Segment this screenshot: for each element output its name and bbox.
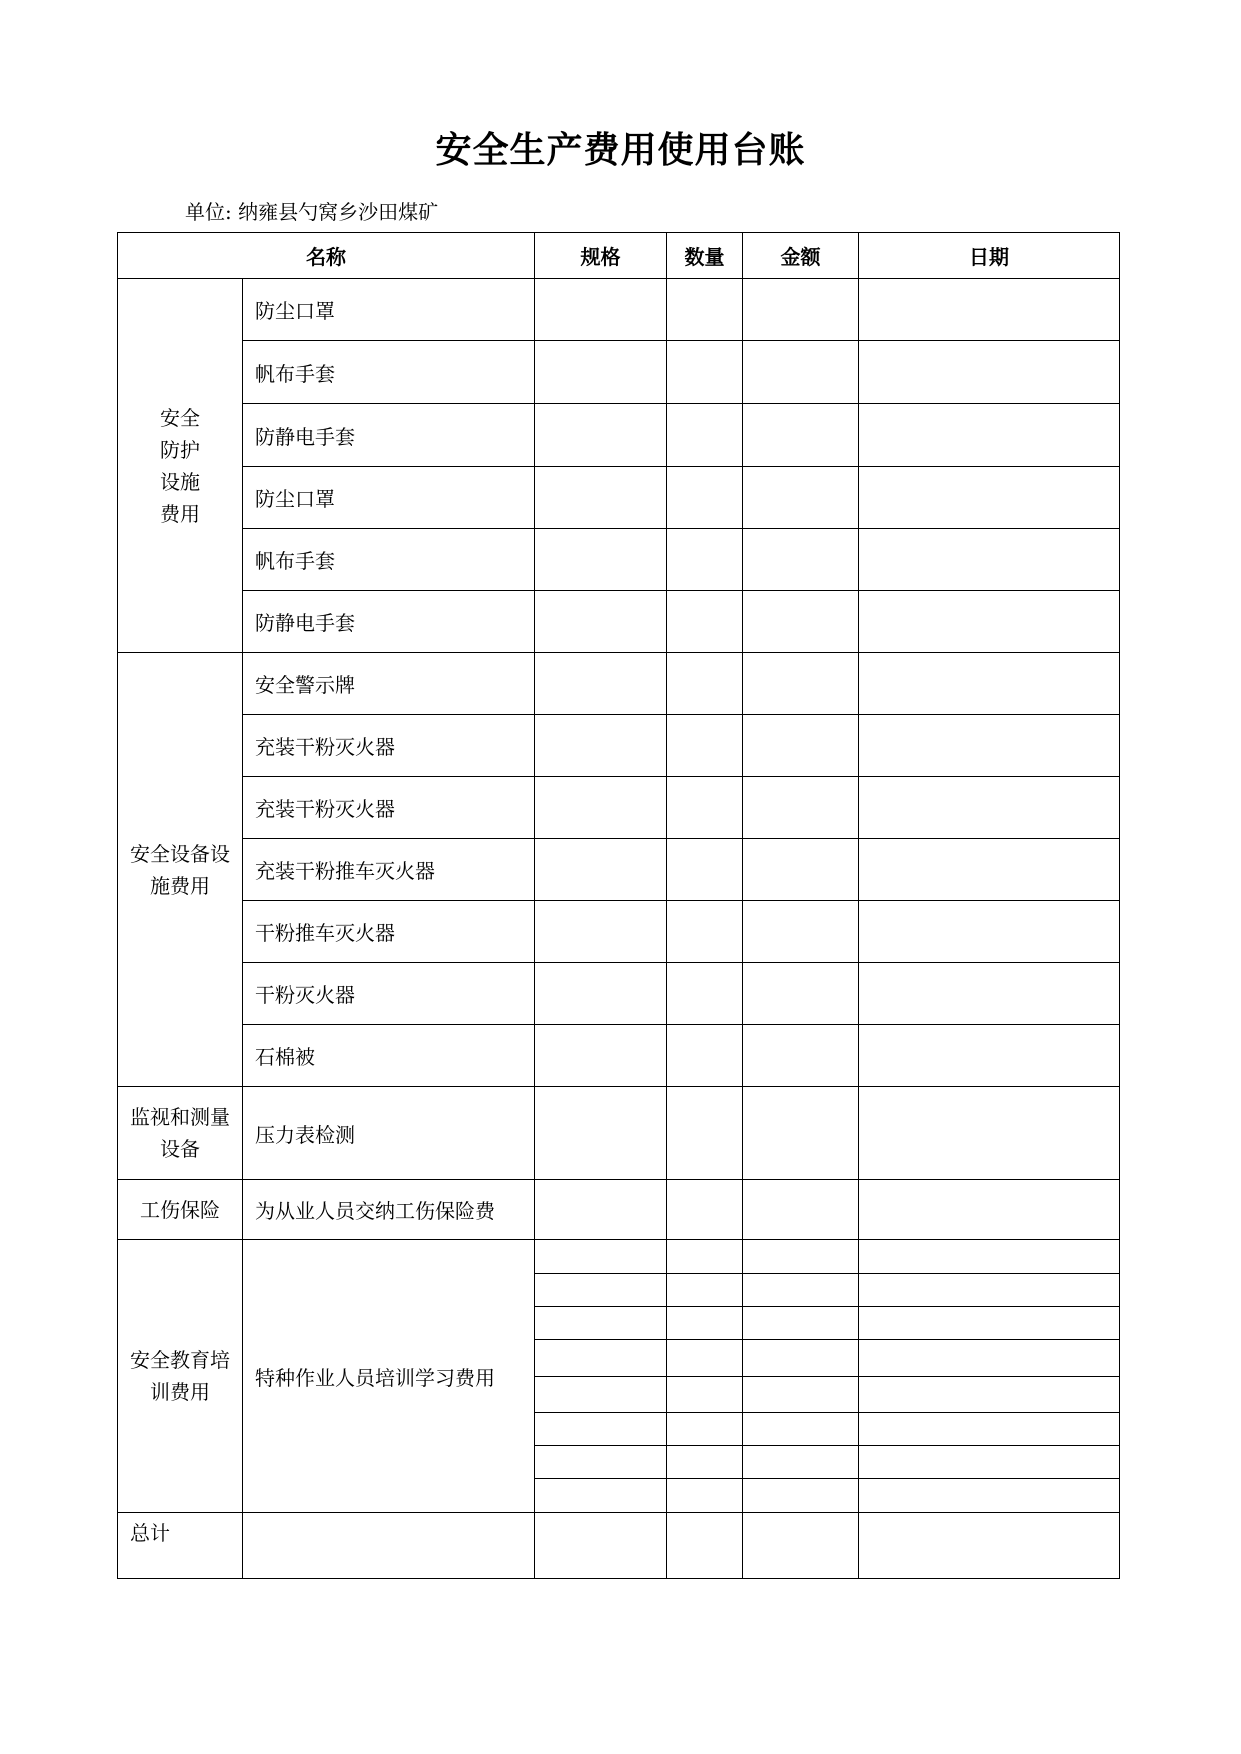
spec-cell[interactable] (535, 1180, 667, 1240)
amount-cell[interactable] (743, 341, 859, 404)
item-name-cell: 特种作业人员培训学习费用 (243, 1240, 535, 1513)
column-header-spec: 规格 (535, 233, 667, 279)
qty-cell[interactable] (667, 1340, 743, 1377)
qty-cell[interactable] (667, 1307, 743, 1340)
spec-cell[interactable] (535, 963, 667, 1025)
table-row (118, 653, 1120, 715)
spec-cell[interactable] (535, 1446, 667, 1479)
table-row (118, 715, 1120, 777)
spec-cell[interactable] (535, 1025, 667, 1087)
page-title: 安全生产费用使用台账 (435, 129, 806, 171)
qty-cell[interactable] (667, 777, 743, 839)
spec-cell[interactable] (535, 1413, 667, 1446)
spec-cell[interactable] (535, 591, 667, 653)
amount-cell[interactable] (743, 1180, 859, 1240)
category-cell: 安全设备设施费用 (118, 653, 243, 1087)
qty-cell[interactable] (667, 1087, 743, 1180)
date-cell[interactable] (859, 1446, 1120, 1479)
qty-cell[interactable] (667, 963, 743, 1025)
date-cell[interactable] (859, 1479, 1120, 1513)
qty-cell[interactable] (667, 839, 743, 901)
date-cell[interactable] (859, 1307, 1120, 1340)
date-cell[interactable] (859, 467, 1120, 529)
amount-cell[interactable] (743, 1274, 859, 1307)
category-cell: 监视和测量设备 (118, 1087, 243, 1180)
spec-cell[interactable] (535, 653, 667, 715)
amount-cell[interactable] (743, 1307, 859, 1340)
amount-cell[interactable] (743, 777, 859, 839)
qty-cell[interactable] (667, 1446, 743, 1479)
item-name-cell: 为从业人员交纳工伤保险费 (243, 1180, 535, 1240)
table-row (118, 901, 1120, 963)
item-name-cell: 防静电手套 (243, 591, 535, 653)
date-cell[interactable] (859, 963, 1120, 1025)
date-cell[interactable] (859, 529, 1120, 591)
table-row (118, 1025, 1120, 1087)
amount-cell[interactable] (743, 279, 859, 341)
date-cell[interactable] (859, 591, 1120, 653)
expense-ledger-table (117, 232, 1120, 1579)
item-name-cell: 充装干粉灭火器 (243, 777, 535, 839)
column-header-amount: 金额 (743, 233, 859, 279)
item-name-cell: 防尘口罩 (243, 279, 535, 341)
qty-cell[interactable] (667, 1377, 743, 1413)
total-row (118, 1513, 1120, 1579)
amount-cell[interactable] (743, 1413, 859, 1446)
qty-cell[interactable] (667, 1479, 743, 1513)
amount-cell[interactable] (743, 963, 859, 1025)
header-row (118, 233, 1120, 279)
table-row (118, 467, 1120, 529)
amount-cell[interactable] (743, 839, 859, 901)
amount-cell[interactable] (743, 1446, 859, 1479)
item-name-cell: 帆布手套 (243, 341, 535, 404)
qty-cell[interactable] (667, 1240, 743, 1274)
item-name-cell: 充装干粉推车灭火器 (243, 839, 535, 901)
spec-cell[interactable] (535, 529, 667, 591)
date-cell[interactable] (859, 341, 1120, 404)
total-name-cell[interactable] (243, 1513, 535, 1579)
spec-cell[interactable] (535, 839, 667, 901)
spec-cell[interactable] (535, 777, 667, 839)
date-cell[interactable] (859, 1413, 1120, 1446)
qty-cell[interactable] (667, 341, 743, 404)
table-row (118, 341, 1120, 404)
column-header-name: 名称 (118, 233, 535, 279)
qty-cell[interactable] (667, 529, 743, 591)
spec-cell[interactable] (535, 1340, 667, 1377)
qty-cell[interactable] (667, 1180, 743, 1240)
table-row (118, 1180, 1120, 1240)
date-cell[interactable] (859, 777, 1120, 839)
qty-cell[interactable] (667, 467, 743, 529)
table-row (118, 1240, 1120, 1274)
amount-cell[interactable] (743, 1340, 859, 1377)
spec-cell[interactable] (535, 279, 667, 341)
spec-cell[interactable] (535, 1377, 667, 1413)
spec-cell[interactable] (535, 1240, 667, 1274)
date-cell[interactable] (859, 653, 1120, 715)
date-cell[interactable] (859, 1240, 1120, 1274)
qty-cell[interactable] (667, 715, 743, 777)
amount-cell[interactable] (743, 653, 859, 715)
item-name-cell: 防尘口罩 (243, 467, 535, 529)
amount-cell[interactable] (743, 404, 859, 467)
table-row (118, 1087, 1120, 1180)
amount-cell[interactable] (743, 467, 859, 529)
amount-cell[interactable] (743, 1479, 859, 1513)
table-row (118, 777, 1120, 839)
category-cell: 安全防护设施费用 (118, 279, 243, 653)
spec-cell[interactable] (535, 467, 667, 529)
column-header-qty: 数量 (667, 233, 743, 279)
amount-cell[interactable] (743, 529, 859, 591)
spec-cell[interactable] (535, 1307, 667, 1340)
qty-cell[interactable] (667, 1413, 743, 1446)
spec-cell[interactable] (535, 404, 667, 467)
table-row (118, 839, 1120, 901)
amount-cell[interactable] (743, 1513, 859, 1579)
spec-cell[interactable] (535, 901, 667, 963)
date-cell[interactable] (859, 715, 1120, 777)
qty-cell[interactable] (667, 901, 743, 963)
table-row (118, 529, 1120, 591)
item-name-cell: 防静电手套 (243, 404, 535, 467)
date-cell[interactable] (859, 1377, 1120, 1413)
qty-cell[interactable] (667, 1513, 743, 1579)
qty-cell[interactable] (667, 404, 743, 467)
date-cell[interactable] (859, 279, 1120, 341)
date-cell[interactable] (859, 1087, 1120, 1180)
amount-cell[interactable] (743, 1025, 859, 1087)
table-row (118, 591, 1120, 653)
amount-cell[interactable] (743, 901, 859, 963)
date-cell[interactable] (859, 901, 1120, 963)
category-cell: 安全教育培训费用 (118, 1240, 243, 1513)
date-cell[interactable] (859, 1180, 1120, 1240)
item-name-cell: 帆布手套 (243, 529, 535, 591)
amount-cell[interactable] (743, 1087, 859, 1180)
amount-cell[interactable] (743, 1240, 859, 1274)
qty-cell[interactable] (667, 591, 743, 653)
qty-cell[interactable] (667, 1274, 743, 1307)
item-name-cell: 充装干粉灭火器 (243, 715, 535, 777)
table-row (118, 404, 1120, 467)
date-cell[interactable] (859, 839, 1120, 901)
item-name-cell: 干粉推车灭火器 (243, 901, 535, 963)
spec-cell[interactable] (535, 341, 667, 404)
item-name-cell: 安全警示牌 (243, 653, 535, 715)
spec-cell[interactable] (535, 1479, 667, 1513)
qty-cell[interactable] (667, 653, 743, 715)
date-cell[interactable] (859, 1274, 1120, 1307)
column-header-date: 日期 (859, 233, 1120, 279)
spec-cell[interactable] (535, 1274, 667, 1307)
qty-cell[interactable] (667, 1025, 743, 1087)
amount-cell[interactable] (743, 715, 859, 777)
amount-cell[interactable] (743, 591, 859, 653)
item-name-cell: 石棉被 (243, 1025, 535, 1087)
spec-cell[interactable] (535, 1513, 667, 1579)
spec-cell[interactable] (535, 1087, 667, 1180)
item-name-cell: 压力表检测 (243, 1087, 535, 1180)
qty-cell[interactable] (667, 279, 743, 341)
date-cell[interactable] (859, 404, 1120, 467)
table-row (118, 963, 1120, 1025)
category-cell: 工伤保险 (118, 1180, 243, 1240)
total-label-cell: 总计 (118, 1513, 243, 1579)
item-name-cell: 干粉灭火器 (243, 963, 535, 1025)
amount-cell[interactable] (743, 1377, 859, 1413)
date-cell[interactable] (859, 1513, 1120, 1579)
table-row (118, 279, 1120, 341)
date-cell[interactable] (859, 1340, 1120, 1377)
spec-cell[interactable] (535, 715, 667, 777)
date-cell[interactable] (859, 1025, 1120, 1087)
unit-label: 单位: 纳雍县勺窝乡沙田煤矿 (185, 200, 439, 224)
